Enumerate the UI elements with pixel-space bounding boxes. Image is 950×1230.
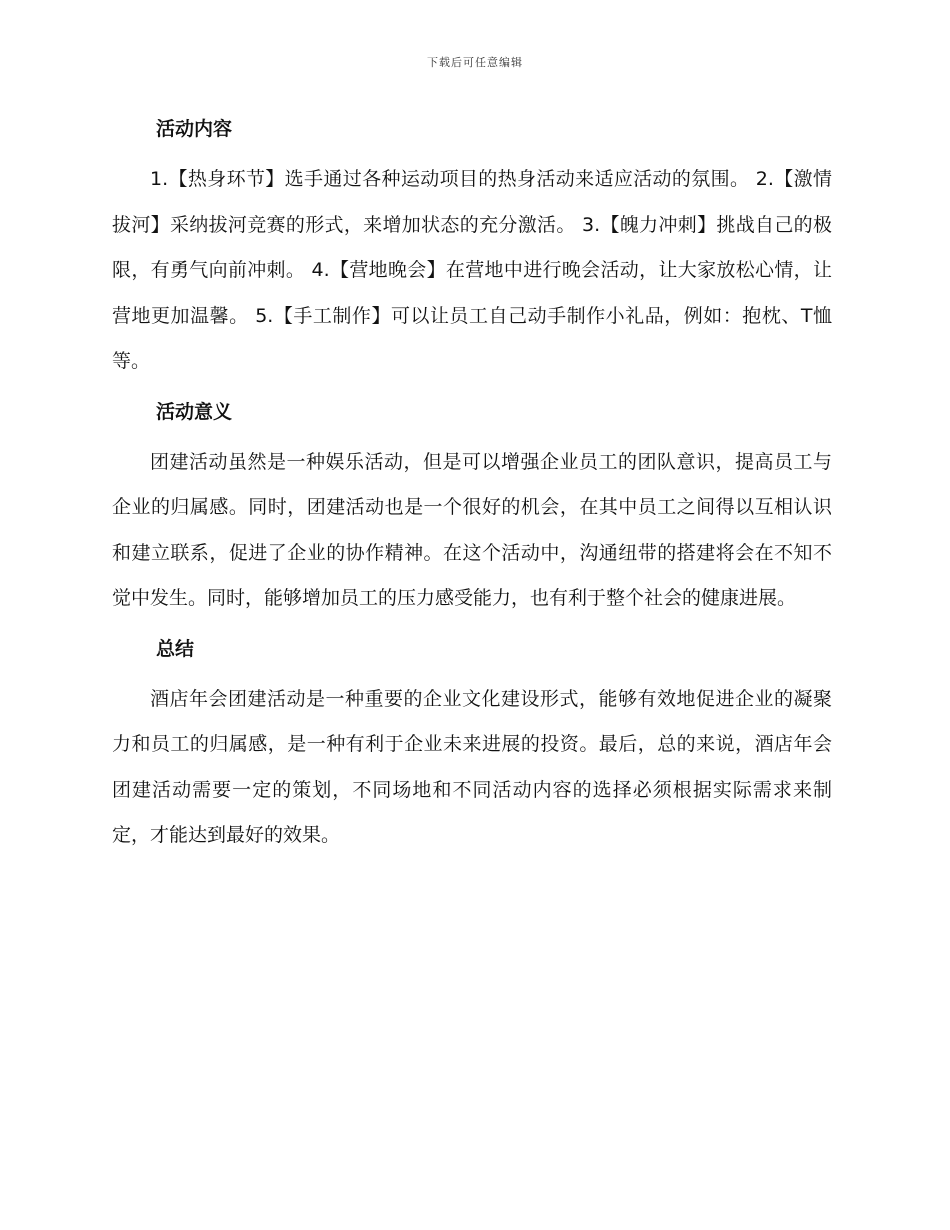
section-heading: 总结 <box>156 637 195 660</box>
section-paragraph: 酒店年会团建活动是一种重要的企业文化建设形式，能够有效地促进企业的凝聚力和员工的归属感，是一种有利于企业未来进展的投资。最后，总的来说，酒店年会团建活动需要一定的策划，不同场地和不同活动内容的选择必须根据实际需求来制定，才能达到最好的效果。 <box>112 687 832 846</box>
section-activity-meaning <box>112 395 832 622</box>
section-heading: 活动意义 <box>156 400 233 423</box>
section-paragraph: 1.【热身环节】选手通过各种运动项目的热身活动来适应活动的氛围。 2.【激情拔河】采纳拔河竞赛的形式，来增加状态的充分激活。 3.【魄力冲刺】挑战自己的极限，有勇气向前冲刺。 4.【营地晚会】在营地中进行晚会活动，让大家放松心情，让营地更加温馨。 5.【手工制作】可以让员工自己动手制作小礼品，例如：抱枕、T恤等。 <box>112 168 832 372</box>
section-heading: 活动内容 <box>156 118 233 140</box>
page-header: 下载后可任意编辑 <box>427 56 523 69</box>
document-body <box>112 112 832 859</box>
section-activity-content <box>112 112 832 385</box>
section-paragraph: 团建活动虽然是一种娱乐活动，但是可以增强企业员工的团队意识，提高员工与企业的归属感。同时，团建活动也是一个很好的机会，在其中员工之间得以互相认识和建立联系，促进了企业的协作精神。在这个活动中，沟通纽带的搭建将会在不知不觉中发生。同时，能够增加员工的压力感受能力，也有利于整个社会的健康进展。 <box>112 450 832 609</box>
section-summary <box>112 632 832 859</box>
